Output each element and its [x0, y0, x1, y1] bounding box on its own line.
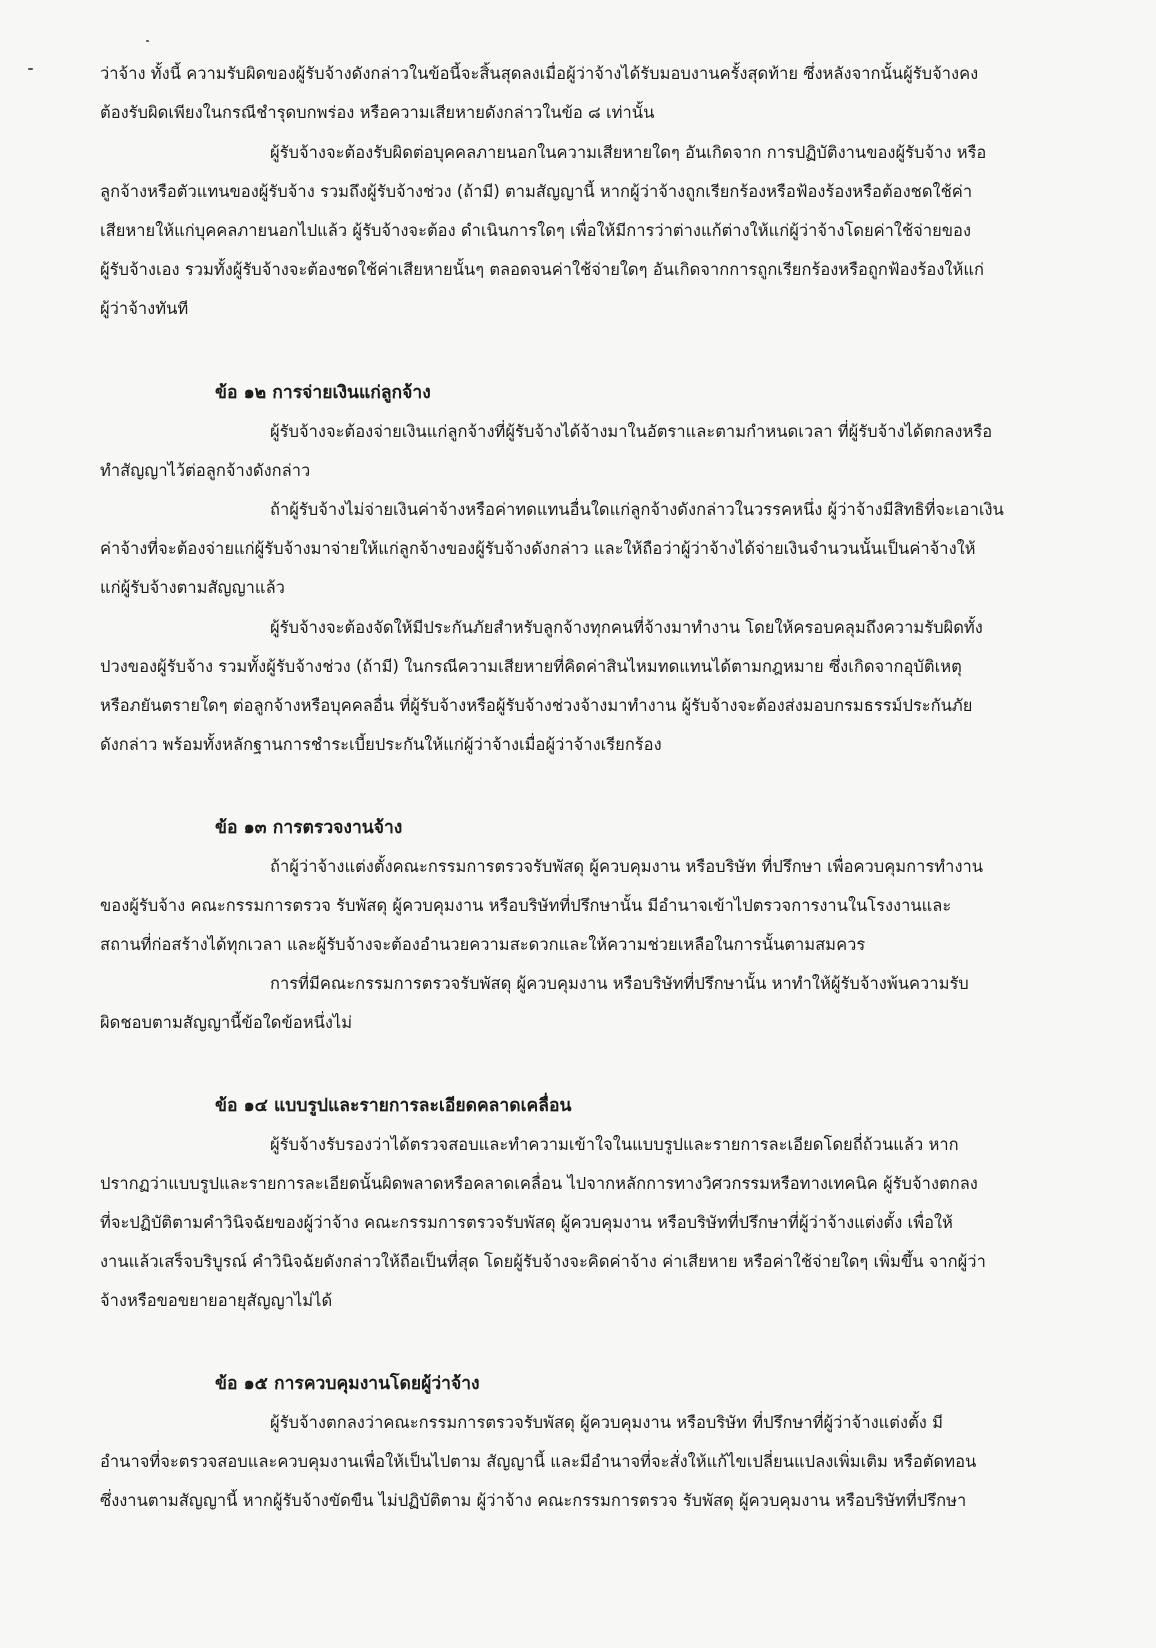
- section-heading: ข้อ ๑๒ การจ่ายเงินแก่ลูกจ้าง: [215, 383, 431, 403]
- text-line: เสียหายให้แก่บุคคลภายนอกไปแล้ว ผู้รับจ้างจะต้อง ดำเนินการใดๆ เพื่อให้มีการว่าต่างแก้ต่างให้แก่ผู้ว่าจ้างโดยค่าใช้จ่ายของ: [100, 221, 972, 240]
- text-line: แก่ผู้รับจ้างตามสัญญาแล้ว: [100, 578, 285, 597]
- text-line: ค่าจ้างที่จะต้องจ่ายแก่ผู้รับจ้างมาจ่ายให้แก่ลูกจ้างของผู้รับจ้างดังกล่าว และให้ถือว่าผู้ว่าจ้างได้จ่ายเงินจำนวนนั้นเป็นค่าจ้างให้: [100, 539, 976, 558]
- text-line: ว่าจ้าง ทั้งนี้ ความรับผิดของผู้รับจ้างดังกล่าวในข้อนี้จะสิ้นสุดลงเมื่อผู้ว่าจ้างได้รับมอบงานครั้งสุดท้าย ซึ่งหลังจากนั้นผู้รับจ้างคง: [100, 64, 979, 83]
- text-line: ปวงของผู้รับจ้าง รวมทั้งผู้รับจ้างช่วง (ถ้ามี) ในกรณีความเสียหายที่คิดค่าสินไหมทดแทนได้ตามกฎหมาย ซึ่งเกิดจากอุบัติเหตุ: [100, 657, 962, 676]
- text-line: ดังกล่าว พร้อมทั้งหลักฐานการชำระเบี้ยประกันให้แก่ผู้ว่าจ้างเมื่อผู้ว่าจ้างเรียกร้อง: [100, 735, 662, 754]
- text-line: จ้างหรือขอขยายอายุสัญญาไม่ได้: [100, 1291, 333, 1310]
- text-line: ผู้รับจ้างรับรองว่าได้ตรวจสอบและทำความเข้าใจในแบบรูปและรายการละเอียดโดยถี่ถ้วนแล้ว หาก: [270, 1135, 959, 1154]
- text-line: ต้องรับผิดเพียงในกรณีชำรุดบกพร่อง หรือความเสียหายดังกล่าวในข้อ ๘ เท่านั้น: [100, 103, 655, 122]
- text-line: สถานที่ก่อสร้างได้ทุกเวลา และผู้รับจ้างจะต้องอำนวยความสะดวกและให้ความช่วยเหลือในการนั้นตามสมควร: [100, 935, 866, 954]
- scan-speck: [146, 40, 149, 42]
- text-line: ถ้าผู้ว่าจ้างแต่งตั้งคณะกรรมการตรวจรับพัสดุ ผู้ควบคุมงาน หรือบริษัท ที่ปรึกษา เพื่อควบคุมการทำงาน: [270, 857, 984, 876]
- text-line: การที่มีคณะกรรมการตรวจรับพัสดุ ผู้ควบคุมงาน หรือบริษัทที่ปรึกษานั้น หาทำให้ผู้รับจ้างพ้นความรับ: [270, 974, 969, 993]
- section-heading: ข้อ ๑๔ แบบรูปและรายการละเอียดคลาดเคลื่อน: [215, 1096, 572, 1116]
- section-heading: ข้อ ๑๕ การควบคุมงานโดยผู้ว่าจ้าง: [215, 1374, 480, 1394]
- text-line: ผู้รับจ้างเอง รวมทั้งผู้รับจ้างจะต้องชดใช้ค่าเสียหายนั้นๆ ตลอดจนค่าใช้จ่ายใดๆ อันเกิดจากการถูกเรียกร้องหรือถูกฟ้องร้องให้แก่: [100, 260, 984, 279]
- text-line: หรือภยันตรายใดๆ ต่อลูกจ้างหรือบุคคลอื่น ที่ผู้รับจ้างหรือผู้รับจ้างช่วงจ้างมาทำงาน ผู้รับจ้างจะต้องส่งมอบกรมธรรม์ประกันภัย: [100, 696, 973, 715]
- text-line: ของผู้รับจ้าง คณะกรรมการตรวจ รับพัสดุ ผู้ควบคุมงาน หรือบริษัทที่ปรึกษานั้น มีอำนาจเข้าไปตรวจการงานในโรงงานและ: [100, 896, 952, 915]
- scan-speck: [28, 68, 33, 70]
- text-line: อำนาจที่จะตรวจสอบและควบคุมงานเพื่อให้เป็นไปตาม สัญญานี้ และมีอำนาจที่จะสั่งให้แก้ไขเปลี่ยนแปลงเพิ่มเติม หรือตัดทอน: [100, 1452, 977, 1471]
- text-line: ลูกจ้างหรือตัวแทนของผู้รับจ้าง รวมถึงผู้รับจ้างช่วง (ถ้ามี) ตามสัญญานี้ หากผู้ว่าจ้างถูกเรียกร้องหรือฟ้องร้องหรือต้องชดใช้ค่า: [100, 182, 973, 201]
- text-line: ทำสัญญาไว้ต่อลูกจ้างดังกล่าว: [100, 461, 311, 480]
- text-line: ผู้รับจ้างจะต้องจ่ายเงินแก่ลูกจ้างที่ผู้รับจ้างได้จ้างมาในอัตราและตามกำหนดเวลา ที่ผู้รับจ้างได้ตกลงหรือ: [270, 422, 993, 441]
- text-line: งานแล้วเสร็จบริบูรณ์ คำวินิจฉัยดังกล่าวให้ถือเป็นที่สุด โดยผู้รับจ้างจะคิดค่าจ้าง ค่าเสียหาย หรือค่าใช้จ่ายใดๆ เพิ่มขึ้น จากผู้ว่า: [100, 1252, 986, 1271]
- text-line: ซึ่งงานตามสัญญานี้ หากผู้รับจ้างขัดขืน ไม่ปฏิบัติตาม ผู้ว่าจ้าง คณะกรรมการตรวจ รับพัสดุ ผู้ควบคุมงาน หรือบริษัทที่ปรึกษา: [100, 1491, 967, 1510]
- text-line: ผู้ว่าจ้างทันที: [100, 299, 189, 318]
- text-line: ปรากฏว่าแบบรูปและรายการละเอียดนั้นผิดพลาดหรือคลาดเคลื่อน ไปจากหลักการทางวิศวกรรมหรือทางเทคนิค ผู้รับจ้างตกลง: [100, 1174, 978, 1193]
- text-line: ผู้รับจ้างจะต้องจัดให้มีประกันภัยสำหรับลูกจ้างทุกคนที่จ้างมาทำงาน โดยให้ครอบคลุมถึงความรับผิดทั้ง: [270, 618, 983, 637]
- text-line: ผิดชอบตามสัญญานี้ข้อใดข้อหนึ่งไม่: [100, 1013, 353, 1032]
- section-heading: ข้อ ๑๓ การตรวจงานจ้าง: [215, 818, 403, 838]
- text-line: ที่จะปฏิบัติตามคำวินิจฉัยของผู้ว่าจ้าง คณะกรรมการตรวจรับพัสดุ ผู้ควบคุมงาน หรือบริษัทที่ปรึกษาที่ผู้ว่าจ้างแต่งตั้ง เพื่อให้: [100, 1213, 953, 1232]
- text-line: ผู้รับจ้างจะต้องรับผิดต่อบุคคลภายนอกในความเสียหายใดๆ อันเกิดจาก การปฏิบัติงานของผู้รับจ้าง หรือ: [270, 143, 987, 162]
- text-line: ถ้าผู้รับจ้างไม่จ่ายเงินค่าจ้างหรือค่าทดแทนอื่นใดแก่ลูกจ้างดังกล่าวในวรรคหนึ่ง ผู้ว่าจ้างมีสิทธิที่จะเอาเงิน: [270, 500, 1004, 519]
- text-line: ผู้รับจ้างตกลงว่าคณะกรรมการตรวจรับพัสดุ ผู้ควบคุมงาน หรือบริษัท ที่ปรึกษาที่ผู้ว่าจ้างแต่งตั้ง มี: [270, 1413, 943, 1432]
